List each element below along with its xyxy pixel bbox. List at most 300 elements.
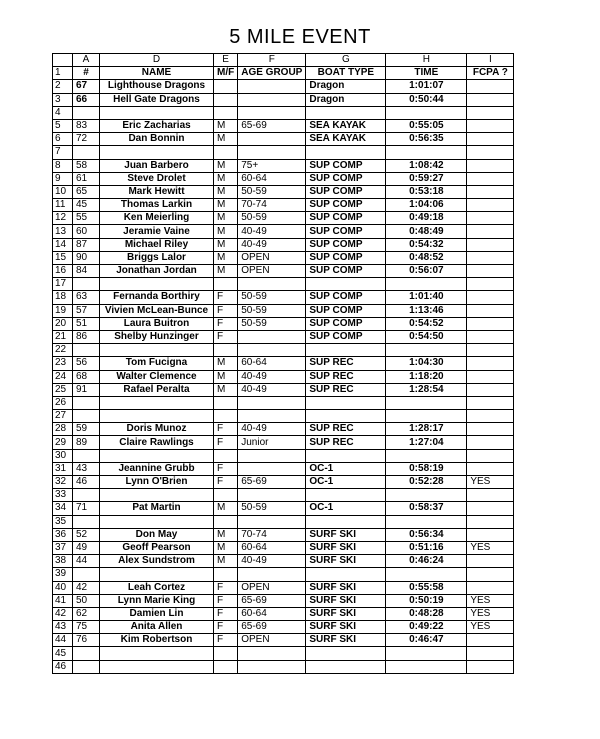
- cell-num: 56: [73, 357, 100, 370]
- cell-fcpa: [467, 581, 514, 594]
- table-row: [53, 634, 514, 647]
- row-number: 28: [53, 423, 73, 436]
- row-number: 6: [53, 133, 73, 146]
- row-number: 44: [53, 634, 73, 647]
- cell-time: 1:28:17: [386, 423, 467, 436]
- cell-age-group: 40-49: [238, 225, 306, 238]
- cell-num: [73, 489, 100, 502]
- cell-time: [386, 647, 467, 660]
- cell-fcpa: [467, 462, 514, 475]
- cell-time: 1:18:20: [386, 370, 467, 383]
- table-row: [53, 383, 514, 396]
- cell-fcpa: [467, 80, 514, 93]
- cell-time: 0:56:35: [386, 133, 467, 146]
- cell-fcpa: [467, 159, 514, 172]
- cell-fcpa: [467, 383, 514, 396]
- row-number: 27: [53, 410, 73, 423]
- row-number: 32: [53, 476, 73, 489]
- cell-boat-type: SURF SKI: [306, 528, 386, 541]
- header-row: [53, 67, 514, 80]
- cell-name: [100, 449, 214, 462]
- table-body: [53, 54, 514, 674]
- cell-num: [73, 449, 100, 462]
- cell-boat-type: SUP COMP: [306, 159, 386, 172]
- cell-time: 0:54:32: [386, 238, 467, 251]
- cell-num: 52: [73, 528, 100, 541]
- cell-num: [73, 410, 100, 423]
- cell-num: 51: [73, 317, 100, 330]
- cell-name: Eric Zacharias: [100, 119, 214, 132]
- row-number: 3: [53, 93, 73, 106]
- cell-mf: M: [214, 133, 238, 146]
- cell-time: 1:28:54: [386, 383, 467, 396]
- cell-fcpa: [467, 291, 514, 304]
- cell-mf: M: [214, 555, 238, 568]
- cell-mf: F: [214, 317, 238, 330]
- cell-age-group: [238, 647, 306, 660]
- cell-time: [386, 146, 467, 159]
- row-number: 11: [53, 199, 73, 212]
- cell-num: [73, 647, 100, 660]
- cell-mf: F: [214, 304, 238, 317]
- cell-age-group: [238, 278, 306, 291]
- column-letter-row: [53, 54, 514, 67]
- cell-boat-type: OC-1: [306, 502, 386, 515]
- cell-num: 65: [73, 185, 100, 198]
- cell-age-group: 40-49: [238, 555, 306, 568]
- cell-time: 1:27:04: [386, 436, 467, 449]
- cell-boat-type: SUP COMP: [306, 251, 386, 264]
- cell-time: [386, 106, 467, 119]
- row-number: 7: [53, 146, 73, 159]
- cell-boat-type: OC-1: [306, 462, 386, 475]
- cell-age-group: 65-69: [238, 119, 306, 132]
- cell-mf: M: [214, 528, 238, 541]
- cell-time: 0:48:28: [386, 607, 467, 620]
- cell-time: 0:51:16: [386, 541, 467, 554]
- cell-time: 0:48:52: [386, 251, 467, 264]
- cell-name: Walter Clemence: [100, 370, 214, 383]
- cell-age-group: 50-59: [238, 317, 306, 330]
- cell-fcpa: [467, 119, 514, 132]
- cell-time: 1:01:07: [386, 80, 467, 93]
- table-row: [53, 357, 514, 370]
- row-number: 1: [53, 67, 73, 80]
- row-number: 19: [53, 304, 73, 317]
- cell-boat-type: [306, 568, 386, 581]
- cell-age-group: [238, 568, 306, 581]
- cell-num: 86: [73, 330, 100, 343]
- cell-time: 0:48:49: [386, 225, 467, 238]
- cell-time: [386, 396, 467, 409]
- table-row: [53, 212, 514, 225]
- cell-name: Michael Riley: [100, 238, 214, 251]
- table-row: [53, 199, 514, 212]
- cell-mf: M: [214, 502, 238, 515]
- cell-fcpa: [467, 396, 514, 409]
- cell-age-group: Junior: [238, 436, 306, 449]
- cell-boat-type: SUP COMP: [306, 291, 386, 304]
- cell-fcpa: [467, 330, 514, 343]
- cell-fcpa: [467, 489, 514, 502]
- cell-mf: F: [214, 462, 238, 475]
- cell-fcpa: [467, 344, 514, 357]
- header-name: NAME: [100, 67, 214, 80]
- table-row: [53, 159, 514, 172]
- row-number: 36: [53, 528, 73, 541]
- cell-fcpa: [467, 660, 514, 673]
- cell-fcpa: [467, 436, 514, 449]
- cell-age-group: 50-59: [238, 304, 306, 317]
- cell-name: Briggs Lalor: [100, 251, 214, 264]
- cell-boat-type: SUP COMP: [306, 317, 386, 330]
- cell-mf: [214, 344, 238, 357]
- row-number: 24: [53, 370, 73, 383]
- cell-num: 87: [73, 238, 100, 251]
- cell-mf: M: [214, 370, 238, 383]
- cell-fcpa: [467, 555, 514, 568]
- cell-age-group: 60-64: [238, 607, 306, 620]
- row-number: 21: [53, 330, 73, 343]
- cell-num: 46: [73, 476, 100, 489]
- cell-name: Geoff Pearson: [100, 541, 214, 554]
- cell-name: Thomas Larkin: [100, 199, 214, 212]
- row-number: 38: [53, 555, 73, 568]
- cell-time: 0:50:19: [386, 594, 467, 607]
- cell-age-group: [238, 462, 306, 475]
- cell-fcpa: YES: [467, 594, 514, 607]
- col-letter-g: G: [306, 54, 386, 67]
- cell-num: 55: [73, 212, 100, 225]
- cell-boat-type: SUP REC: [306, 383, 386, 396]
- cell-fcpa: [467, 133, 514, 146]
- table-row: [53, 410, 514, 423]
- cell-time: 1:04:06: [386, 199, 467, 212]
- cell-mf: M: [214, 172, 238, 185]
- table-row: [53, 594, 514, 607]
- cell-time: 0:58:19: [386, 462, 467, 475]
- cell-mf: M: [214, 159, 238, 172]
- cell-age-group: [238, 515, 306, 528]
- cell-boat-type: SUP COMP: [306, 225, 386, 238]
- cell-mf: F: [214, 594, 238, 607]
- cell-num: [73, 146, 100, 159]
- cell-name: Fernanda Borthiry: [100, 291, 214, 304]
- cell-num: 90: [73, 251, 100, 264]
- cell-mf: M: [214, 265, 238, 278]
- cell-boat-type: SUP REC: [306, 423, 386, 436]
- table-row: [53, 423, 514, 436]
- cell-num: 72: [73, 133, 100, 146]
- cell-mf: [214, 515, 238, 528]
- cell-age-group: 60-64: [238, 541, 306, 554]
- row-number: 43: [53, 621, 73, 634]
- cell-time: [386, 568, 467, 581]
- row-number: 17: [53, 278, 73, 291]
- cell-fcpa: [467, 106, 514, 119]
- row-number: 41: [53, 594, 73, 607]
- cell-boat-type: OC-1: [306, 476, 386, 489]
- table-row: [53, 607, 514, 620]
- table-row: [53, 133, 514, 146]
- cell-fcpa: [467, 238, 514, 251]
- cell-age-group: 65-69: [238, 621, 306, 634]
- cell-age-group: [238, 106, 306, 119]
- cell-name: Tom Fucigna: [100, 357, 214, 370]
- row-number: 14: [53, 238, 73, 251]
- cell-fcpa: [467, 423, 514, 436]
- cell-name: Alex Sundstrom: [100, 555, 214, 568]
- cell-boat-type: SUP COMP: [306, 172, 386, 185]
- cell-fcpa: [467, 317, 514, 330]
- cell-fcpa: [467, 172, 514, 185]
- table-row: [53, 436, 514, 449]
- cell-time: 1:01:40: [386, 291, 467, 304]
- cell-num: [73, 106, 100, 119]
- cell-name: Doris Munoz: [100, 423, 214, 436]
- cell-mf: M: [214, 238, 238, 251]
- cell-fcpa: [467, 357, 514, 370]
- cell-age-group: [238, 410, 306, 423]
- cell-time: 1:13:46: [386, 304, 467, 317]
- cell-num: 63: [73, 291, 100, 304]
- cell-num: 91: [73, 383, 100, 396]
- cell-age-group: [238, 330, 306, 343]
- row-number: 34: [53, 502, 73, 515]
- cell-age-group: [238, 146, 306, 159]
- cell-mf: M: [214, 119, 238, 132]
- cell-time: [386, 449, 467, 462]
- cell-time: 1:04:30: [386, 357, 467, 370]
- table-row: [53, 344, 514, 357]
- row-number: 18: [53, 291, 73, 304]
- cell-time: 0:55:58: [386, 581, 467, 594]
- cell-mf: F: [214, 634, 238, 647]
- cell-age-group: 50-59: [238, 212, 306, 225]
- cell-time: 0:52:28: [386, 476, 467, 489]
- cell-name: [100, 106, 214, 119]
- table-row: [53, 238, 514, 251]
- cell-mf: M: [214, 225, 238, 238]
- cell-boat-type: SURF SKI: [306, 607, 386, 620]
- cell-name: Shelby Hunzinger: [100, 330, 214, 343]
- table-row: [53, 647, 514, 660]
- cell-time: 0:49:18: [386, 212, 467, 225]
- cell-num: 43: [73, 462, 100, 475]
- cell-num: 57: [73, 304, 100, 317]
- cell-name: Damien Lin: [100, 607, 214, 620]
- cell-boat-type: SURF SKI: [306, 541, 386, 554]
- table-row: [53, 396, 514, 409]
- col-letter-a: A: [73, 54, 100, 67]
- cell-mf: [214, 93, 238, 106]
- cell-mf: [214, 396, 238, 409]
- results-table: [52, 53, 514, 674]
- cell-num: [73, 515, 100, 528]
- cell-time: 0:56:34: [386, 528, 467, 541]
- cell-mf: F: [214, 330, 238, 343]
- cell-name: Dan Bonnin: [100, 133, 214, 146]
- cell-age-group: [238, 396, 306, 409]
- cell-name: [100, 647, 214, 660]
- table-row: [53, 370, 514, 383]
- cell-age-group: OPEN: [238, 265, 306, 278]
- table-row: [53, 225, 514, 238]
- cell-age-group: [238, 93, 306, 106]
- table-row: [53, 119, 514, 132]
- table-row: [53, 462, 514, 475]
- cell-boat-type: [306, 660, 386, 673]
- cell-time: [386, 660, 467, 673]
- table-row: [53, 502, 514, 515]
- cell-name: Jeannine Grubb: [100, 462, 214, 475]
- cell-time: 0:54:50: [386, 330, 467, 343]
- cell-age-group: [238, 449, 306, 462]
- header-mf: M/F: [214, 67, 238, 80]
- row-number: 30: [53, 449, 73, 462]
- cell-name: Ken Meierling: [100, 212, 214, 225]
- cell-age-group: 75+: [238, 159, 306, 172]
- header-fcpa: FCPA ?: [467, 67, 514, 80]
- cell-age-group: 70-74: [238, 199, 306, 212]
- row-number: 26: [53, 396, 73, 409]
- cell-name: [100, 410, 214, 423]
- cell-num: 60: [73, 225, 100, 238]
- cell-fcpa: [467, 199, 514, 212]
- row-number: 33: [53, 489, 73, 502]
- cell-boat-type: Dragon: [306, 80, 386, 93]
- row-number: 12: [53, 212, 73, 225]
- cell-fcpa: YES: [467, 541, 514, 554]
- table-row: [53, 172, 514, 185]
- row-number: 23: [53, 357, 73, 370]
- cell-age-group: 40-49: [238, 238, 306, 251]
- cell-num: 62: [73, 607, 100, 620]
- cell-name: Vivien McLean-Bunce: [100, 304, 214, 317]
- cell-name: Claire Rawlings: [100, 436, 214, 449]
- row-number: 20: [53, 317, 73, 330]
- cell-fcpa: [467, 93, 514, 106]
- cell-age-group: 50-59: [238, 502, 306, 515]
- cell-time: 0:55:05: [386, 119, 467, 132]
- row-number: 25: [53, 383, 73, 396]
- cell-num: [73, 660, 100, 673]
- cell-name: [100, 146, 214, 159]
- cell-boat-type: [306, 489, 386, 502]
- cell-fcpa: [467, 502, 514, 515]
- cell-name: Mark Hewitt: [100, 185, 214, 198]
- cell-boat-type: [306, 278, 386, 291]
- table-row: [53, 317, 514, 330]
- cell-age-group: 40-49: [238, 383, 306, 396]
- cell-fcpa: [467, 185, 514, 198]
- row-number: 16: [53, 265, 73, 278]
- cell-time: 0:49:22: [386, 621, 467, 634]
- cell-boat-type: Dragon: [306, 93, 386, 106]
- cell-name: [100, 568, 214, 581]
- cell-mf: M: [214, 251, 238, 264]
- cell-age-group: 65-69: [238, 594, 306, 607]
- cell-mf: [214, 410, 238, 423]
- cell-name: Lighthouse Dragons: [100, 80, 214, 93]
- cell-num: 49: [73, 541, 100, 554]
- cell-num: 89: [73, 436, 100, 449]
- cell-boat-type: [306, 396, 386, 409]
- col-letter-f: F: [238, 54, 306, 67]
- col-letter-h: H: [386, 54, 467, 67]
- cell-name: Laura Buitron: [100, 317, 214, 330]
- cell-boat-type: SUP REC: [306, 370, 386, 383]
- cell-boat-type: SUP COMP: [306, 265, 386, 278]
- cell-fcpa: [467, 449, 514, 462]
- table-row: [53, 251, 514, 264]
- cell-fcpa: [467, 634, 514, 647]
- cell-fcpa: YES: [467, 607, 514, 620]
- cell-mf: M: [214, 541, 238, 554]
- cell-num: [73, 396, 100, 409]
- cell-num: 59: [73, 423, 100, 436]
- table-row: [53, 330, 514, 343]
- corner-cell: [53, 54, 73, 67]
- cell-fcpa: [467, 410, 514, 423]
- table-row: [53, 304, 514, 317]
- cell-mf: [214, 106, 238, 119]
- cell-name: [100, 344, 214, 357]
- cell-name: Pat Martin: [100, 502, 214, 515]
- header-age-group: AGE GROUP: [238, 67, 306, 80]
- cell-mf: F: [214, 476, 238, 489]
- cell-fcpa: [467, 265, 514, 278]
- cell-time: 0:59:27: [386, 172, 467, 185]
- cell-fcpa: YES: [467, 621, 514, 634]
- cell-boat-type: SUP COMP: [306, 199, 386, 212]
- header-num: #: [73, 67, 100, 80]
- cell-name: Steve Drolet: [100, 172, 214, 185]
- cell-boat-type: SUP REC: [306, 357, 386, 370]
- cell-name: [100, 489, 214, 502]
- cell-mf: [214, 278, 238, 291]
- cell-fcpa: [467, 568, 514, 581]
- col-letter-d: D: [100, 54, 214, 67]
- cell-time: [386, 489, 467, 502]
- cell-boat-type: SURF SKI: [306, 581, 386, 594]
- cell-time: [386, 410, 467, 423]
- col-letter-i: I: [467, 54, 514, 67]
- row-number: 39: [53, 568, 73, 581]
- cell-time: 0:53:18: [386, 185, 467, 198]
- cell-age-group: 70-74: [238, 528, 306, 541]
- cell-age-group: [238, 133, 306, 146]
- cell-age-group: 50-59: [238, 185, 306, 198]
- table-row: [53, 93, 514, 106]
- row-number: 13: [53, 225, 73, 238]
- row-number: 22: [53, 344, 73, 357]
- cell-time: 0:54:52: [386, 317, 467, 330]
- cell-name: [100, 396, 214, 409]
- cell-num: 42: [73, 581, 100, 594]
- cell-time: 0:58:37: [386, 502, 467, 515]
- row-number: 8: [53, 159, 73, 172]
- cell-age-group: OPEN: [238, 634, 306, 647]
- row-number: 37: [53, 541, 73, 554]
- row-number: 10: [53, 185, 73, 198]
- cell-name: Rafael Peralta: [100, 383, 214, 396]
- row-number: 2: [53, 80, 73, 93]
- cell-num: 84: [73, 265, 100, 278]
- table-row: [53, 541, 514, 554]
- cell-name: Lynn O'Brien: [100, 476, 214, 489]
- cell-num: 67: [73, 80, 100, 93]
